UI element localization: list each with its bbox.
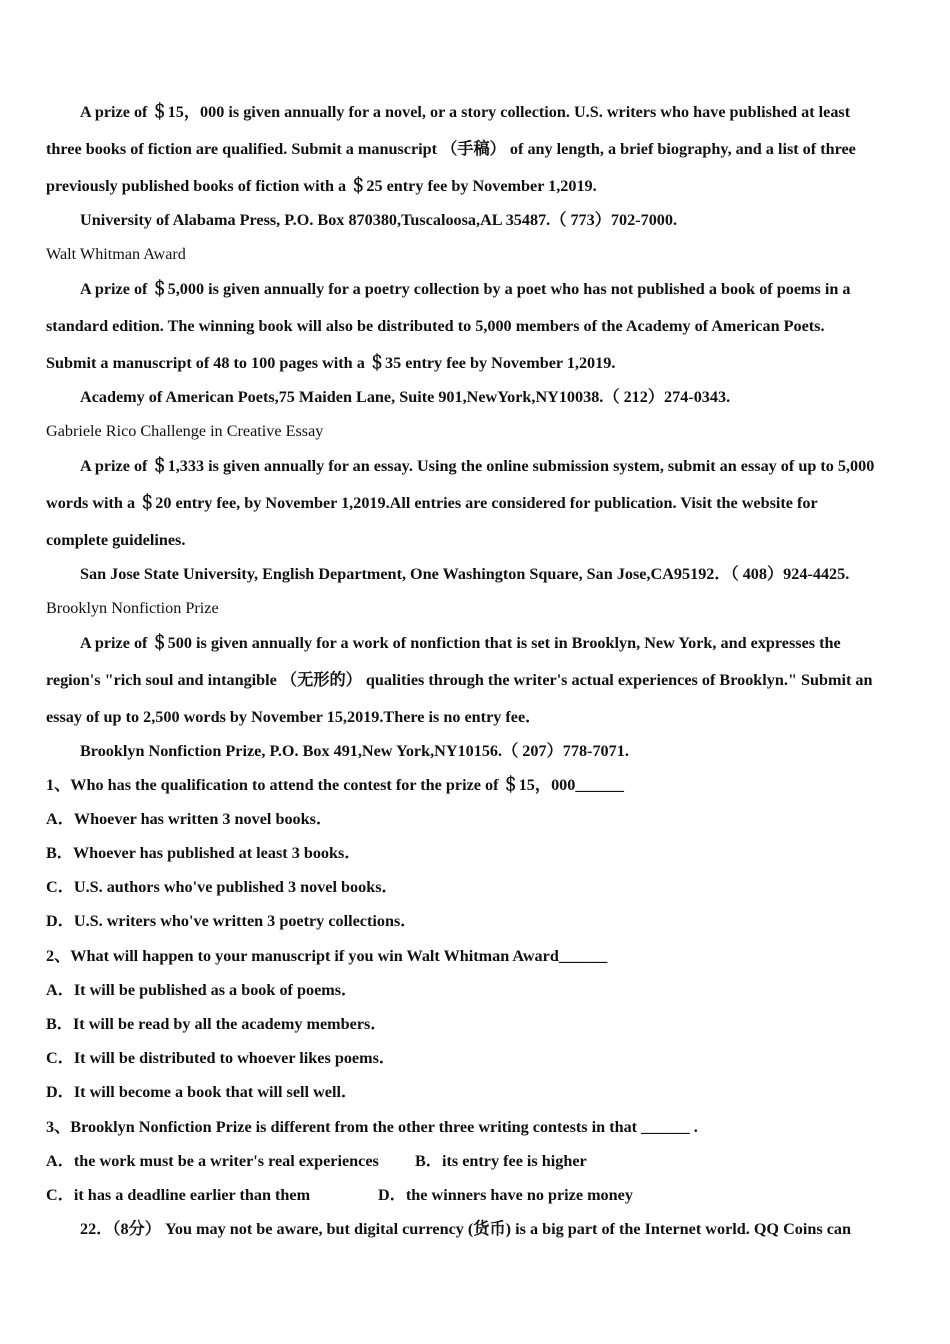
s4-line-3: essay of up to 2,500 words by November 15,2019.There is no entry fee． <box>46 708 542 726</box>
q2-option-d: D．It will become a book that will sell well． <box>46 1083 358 1101</box>
s4-line-1: A prize of ＄500 is given annually for a work of nonfiction that is set in Brooklyn, New York, and expresses the <box>80 634 841 652</box>
s2-line-2: standard edition. The winning book will also be distributed to 5,000 members of the Academy of American Poets. <box>46 317 825 335</box>
s2-title: Walt Whitman Award <box>46 245 186 263</box>
s2-address: Academy of American Poets,75 Maiden Lane, Suite 901,NewYork,NY10038.（ 212）274-0343. <box>80 388 731 406</box>
s1-address: University of Alabama Press, P.O. Box 870380,Tuscaloosa,AL 35487.（ 773）702-7000. <box>80 211 678 229</box>
s2-line-1: A prize of ＄5,000 is given annually for a poetry collection by a poet who has not published a book of poems in a <box>80 280 851 298</box>
s3-title: Gabriele Rico Challenge in Creative Essay <box>46 422 324 440</box>
s1-line-2: three books of fiction are qualified. Submit a manuscript （手稿） of any length, a brief biography, and a list of three <box>46 140 856 158</box>
q2-option-c: C．It will be distributed to whoever likes poems． <box>46 1049 396 1067</box>
s4-title: Brooklyn Nonfiction Prize <box>46 599 219 617</box>
s1-line-3: previously published books of fiction with a ＄25 entry fee by November 1,2019. <box>46 177 597 195</box>
q1-option-a: A．Whoever has written 3 novel books． <box>46 810 333 828</box>
s3-line-2: words with a ＄20 entry fee, by November 1,2019.All entries are considered for publication. Visit the website for <box>46 494 818 512</box>
q2-option-b: B．It will be read by all the academy members． <box>46 1015 387 1033</box>
s3-line-3: complete guidelines. <box>46 531 186 549</box>
q1-option-d: D．U.S. writers who've written 3 poetry collections． <box>46 912 417 930</box>
s2-line-3: Submit a manuscript of 48 to 100 pages with a ＄35 entry fee by November 1,2019. <box>46 354 616 372</box>
q3-option-b: B．its entry fee is higher <box>415 1152 587 1170</box>
s1-line-1: A prize of ＄15，000 is given annually for a novel, or a story collection. U.S. writers who have published at least <box>80 103 851 121</box>
q3-option-a: A．the work must be a writer's real experiences <box>46 1152 379 1170</box>
s4-address: Brooklyn Nonfiction Prize, P.O. Box 491,New York,NY10156.（ 207）778-7071. <box>80 742 629 760</box>
q2-option-a: A．It will be published as a book of poems． <box>46 981 358 999</box>
question-3: 3、Brooklyn Nonfiction Prize is different from the other three writing contests in that ______ . <box>46 1118 698 1136</box>
s3-line-1: A prize of ＄1,333 is given annually for an essay. Using the online submission system, submit an essay of up to 5,000 <box>80 457 875 475</box>
q3-option-c: C．it has a deadline earlier than them <box>46 1186 311 1204</box>
q3-option-d: D．the winners have no prize money <box>378 1186 633 1204</box>
s3-address: San Jose State University, English Department, One Washington Square, San Jose,CA95192．（ 408）924-4425. <box>80 565 850 583</box>
q1-option-c: C．U.S. authors who've published 3 novel books． <box>46 878 398 896</box>
question-1: 1、Who has the qualification to attend the contest for the prize of ＄15，000______ <box>46 776 624 794</box>
s4-line-2: region's "rich soul and intangible （无形的） qualities through the writer's actual experiences of Brooklyn." Submit an <box>46 671 873 689</box>
question-2: 2、What will happen to your manuscript if you win Walt Whitman Award______ <box>46 947 608 965</box>
q1-option-b: B．Whoever has published at least 3 books． <box>46 844 361 862</box>
question-22-intro: 22．（8分） You may not be aware, but digital currency (货币) is a big part of the Internet world. QQ Coins can <box>80 1220 851 1238</box>
